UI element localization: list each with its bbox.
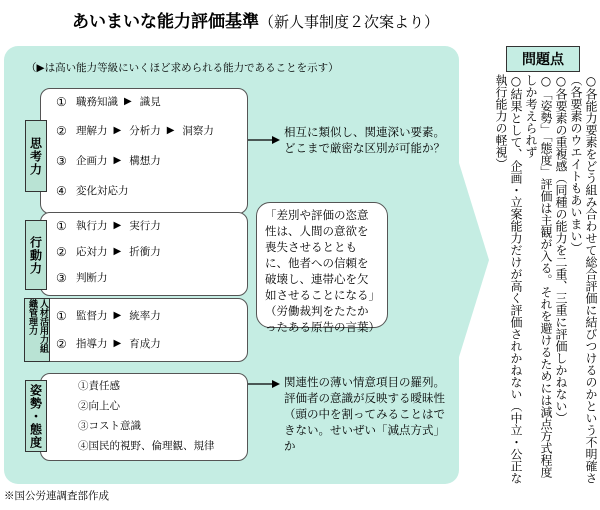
action-row-1	[56, 218, 161, 233]
legend-text: （▶は高い能力等級にいくほど求められる能力であることを示す）	[26, 62, 339, 74]
triangle-right-icon: ▶	[113, 310, 122, 321]
problems-list	[480, 74, 598, 484]
attitude-row-3	[78, 418, 141, 433]
item: 監督力	[76, 310, 108, 322]
item: 構想力	[129, 155, 161, 167]
attitude-note: 関連性の薄い情意項目の羅列。評価者の意識が反映する曖昧性（頭の中を割ってみることはできない。せいぜい「減点方式」か	[284, 375, 445, 453]
category-attitude: 姿勢・態度	[25, 380, 47, 452]
footnote: ※国公労連調査部作成	[4, 490, 109, 502]
item: 変化対応力	[76, 185, 129, 197]
row-number: ①	[56, 218, 67, 233]
category-action: 行動力	[25, 220, 47, 290]
row-number: ①	[56, 94, 67, 109]
thinking-row-2	[56, 123, 214, 138]
problem-item: ○各能力要素をどう組み合わせて総合評価に結びつけるのかという不明確さ（各要素のウエイトもあいまい）	[569, 74, 598, 484]
attitude-row-4	[78, 438, 215, 453]
triangle-right-icon: ▶	[113, 338, 122, 349]
row-number: ①	[56, 308, 67, 323]
thinking-note-arrowhead	[272, 136, 280, 144]
item: 判断力	[76, 272, 108, 284]
thinking-row-1	[56, 94, 161, 109]
item: 職務知識	[76, 96, 118, 108]
triangle-right-icon: ▶	[124, 96, 132, 107]
problem-item: ○結果として、企画・立案能力だけが高く評価されかねない（中立・公正な執行能力の軽視）	[494, 74, 523, 484]
item: 執行力	[76, 220, 108, 232]
row-number: ③	[56, 153, 67, 168]
problem-item: ○各要素の重複感（同種の能力を二重、三重に評価しかねない）	[554, 74, 568, 424]
category-management: 人材活用力組織管理力	[24, 298, 50, 362]
thinking-note: 相互に類似し、関連深い要素。どこまで厳密な区別が可能か？	[284, 125, 445, 155]
management-row-2	[56, 336, 161, 351]
item: 統率力	[129, 310, 161, 322]
item: 洞察力	[182, 125, 214, 137]
action-row-3	[56, 270, 108, 285]
item: ②向上心	[78, 400, 120, 412]
attitude-row-1	[78, 378, 120, 393]
action-row-2	[56, 244, 161, 259]
item: ①責任感	[78, 380, 120, 392]
item: 企画力	[76, 155, 108, 167]
problems-title: 問題点	[506, 46, 580, 72]
triangle-right-icon: ▶	[166, 125, 175, 136]
item: ③コスト意識	[78, 420, 141, 432]
attitude-note-arrowhead	[272, 380, 280, 388]
category-thinking: 思考力	[25, 120, 47, 192]
thinking-row-3	[56, 153, 161, 168]
triangle-right-icon: ▶	[113, 155, 122, 166]
title-sub: （新人事制度２次案より）	[259, 13, 440, 31]
triangle-right-icon: ▶	[113, 220, 122, 231]
title-main: あいまいな能力評価基準	[72, 12, 259, 32]
item: 理解力	[76, 125, 108, 137]
triangle-right-icon: ▶	[113, 125, 122, 136]
attitude-row-2	[78, 398, 120, 413]
item: 育成力	[129, 338, 161, 350]
triangle-right-icon: ▶	[113, 246, 122, 257]
item: 折衝力	[129, 246, 161, 258]
quote-box: 「差別や評価の恣意性は、人間の意欲を喪失させるとともに、他者への信頼を破壊し、連帯心を欠如させることになる」（労働裁判をたたかったある原告の言葉）	[256, 202, 388, 328]
problem-item: ○「姿勢」「態度」評価は主観が入る。それを避けるためには減点方式程度しか考えられず	[524, 74, 553, 478]
management-row-1	[56, 308, 161, 323]
item: 指導力	[76, 338, 108, 350]
thinking-row-4	[56, 183, 129, 198]
row-number: ④	[56, 183, 67, 198]
row-number: ③	[56, 270, 67, 285]
item: 識見	[139, 96, 161, 108]
item: 実行力	[129, 220, 161, 232]
row-number: ②	[56, 244, 67, 259]
row-number: ②	[56, 336, 67, 351]
row-number: ②	[56, 123, 67, 138]
item: 応対力	[76, 246, 108, 258]
item: ④国民的視野、倫理観、規律	[78, 440, 215, 452]
item: 分析力	[129, 125, 161, 137]
